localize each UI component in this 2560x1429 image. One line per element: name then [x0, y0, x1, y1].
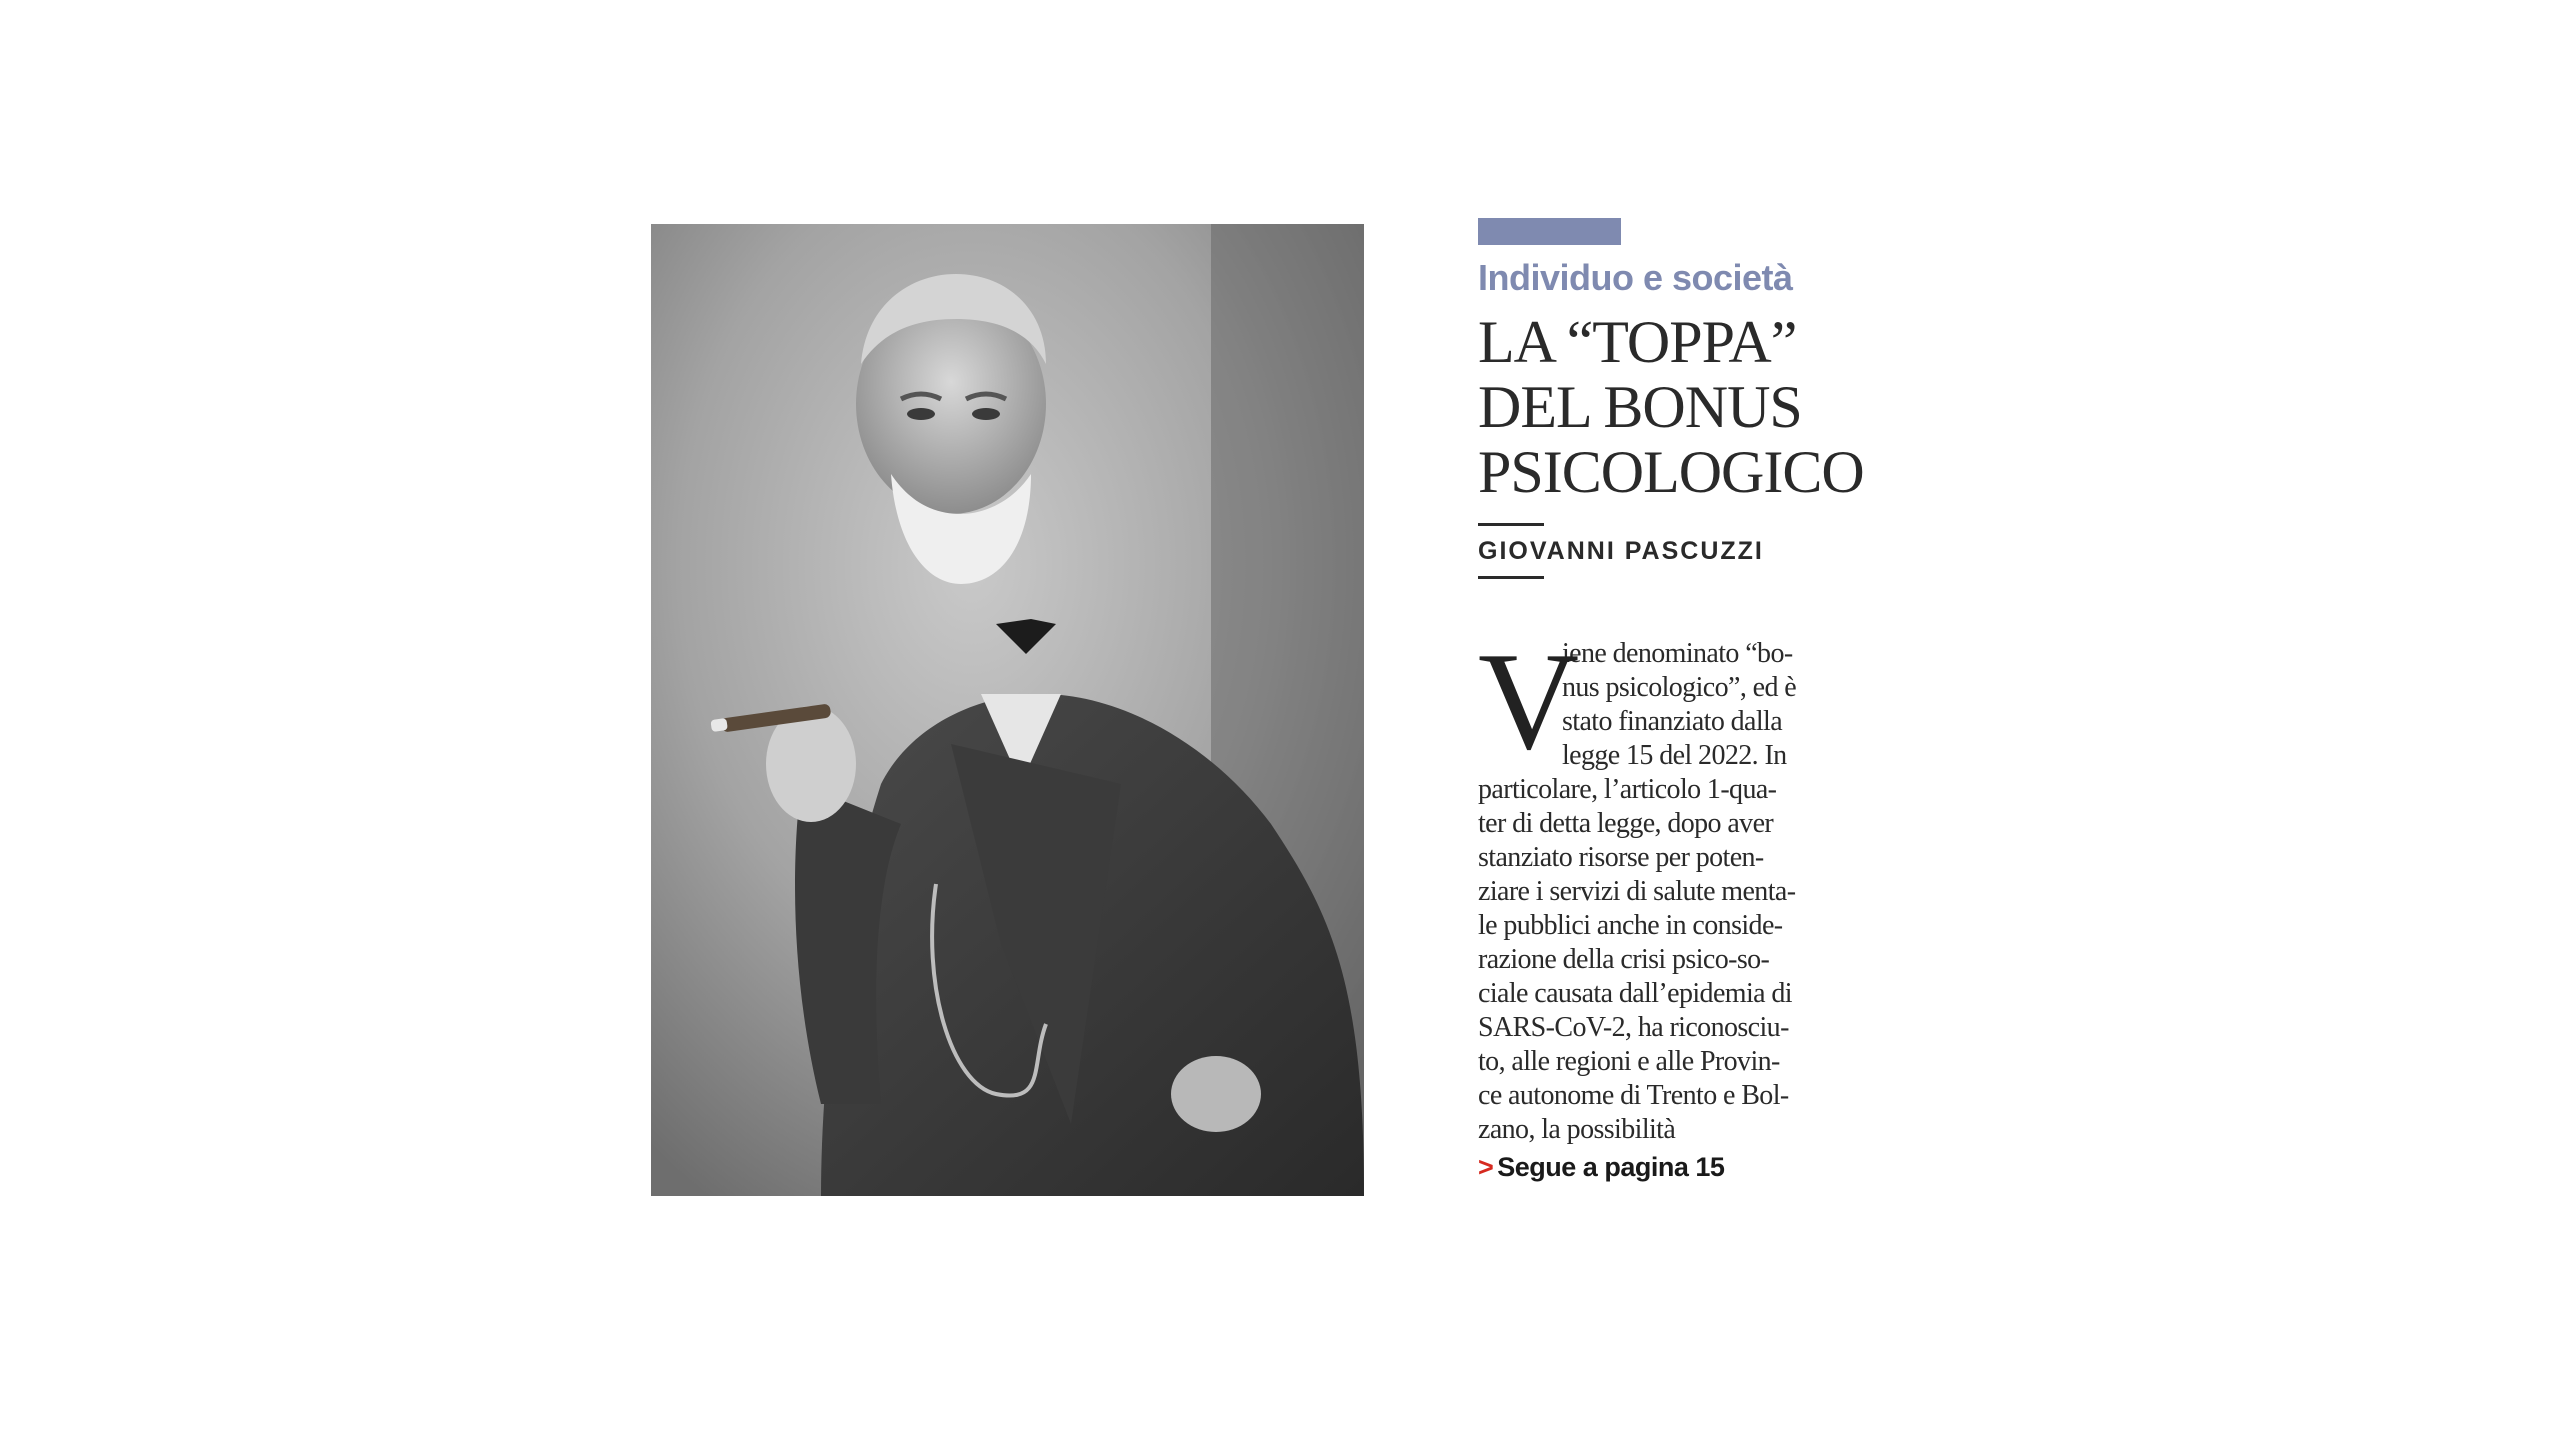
body-line: SARS-CoV-2, ha riconosciu- [1478, 1012, 1789, 1043]
body-line: nus psicologico”, ed è [1562, 672, 1797, 703]
continue-arrow-icon: > [1478, 1152, 1494, 1182]
section-kicker: Individuo e società [1478, 257, 1793, 298]
body-line: ziare i servizi di salute menta- [1478, 876, 1796, 907]
body-line: zano, la possibilità [1478, 1114, 1676, 1145]
byline-rule-bottom [1478, 576, 1544, 579]
byline: GIOVANNI PASCUZZI [1478, 537, 1764, 565]
body-line: ce autonome di Trento e Bol- [1478, 1080, 1789, 1111]
portrait-photo [651, 224, 1364, 1196]
byline-rule-top [1478, 523, 1544, 526]
body-line: iene denominato “bo- [1562, 638, 1793, 669]
body-line: particolare, l’articolo 1-qua- [1478, 774, 1777, 805]
headline [1478, 309, 1864, 505]
byline-block [1478, 523, 1858, 579]
body-line: ciale causata dall’epidemia di [1478, 978, 1792, 1009]
dropcap: V [1478, 624, 1579, 779]
article-body [1478, 624, 1858, 1183]
body-line: razione della crisi psico-so- [1478, 944, 1770, 975]
body-line: ter di detta legge, dopo aver [1478, 808, 1774, 839]
body-line: to, alle regioni e alle Provin- [1478, 1046, 1780, 1077]
body-line: stanziato risorse per poten- [1478, 842, 1764, 873]
headline-line: PSICOLOGICO [1478, 439, 1864, 505]
continue-link[interactable] [1478, 1151, 1858, 1183]
continue-label: Segue a pagina 15 [1497, 1152, 1725, 1182]
headline-line: LA “TOPPA” [1478, 309, 1797, 375]
headline-line: DEL BONUS [1478, 374, 1802, 440]
article [1478, 218, 1864, 1183]
body-line: legge 15 del 2022. In [1562, 740, 1787, 771]
body-line: le pubblici anche in conside- [1478, 910, 1783, 941]
kicker-bar [1478, 218, 1621, 245]
body-line: stato finanziato dalla [1562, 706, 1783, 737]
